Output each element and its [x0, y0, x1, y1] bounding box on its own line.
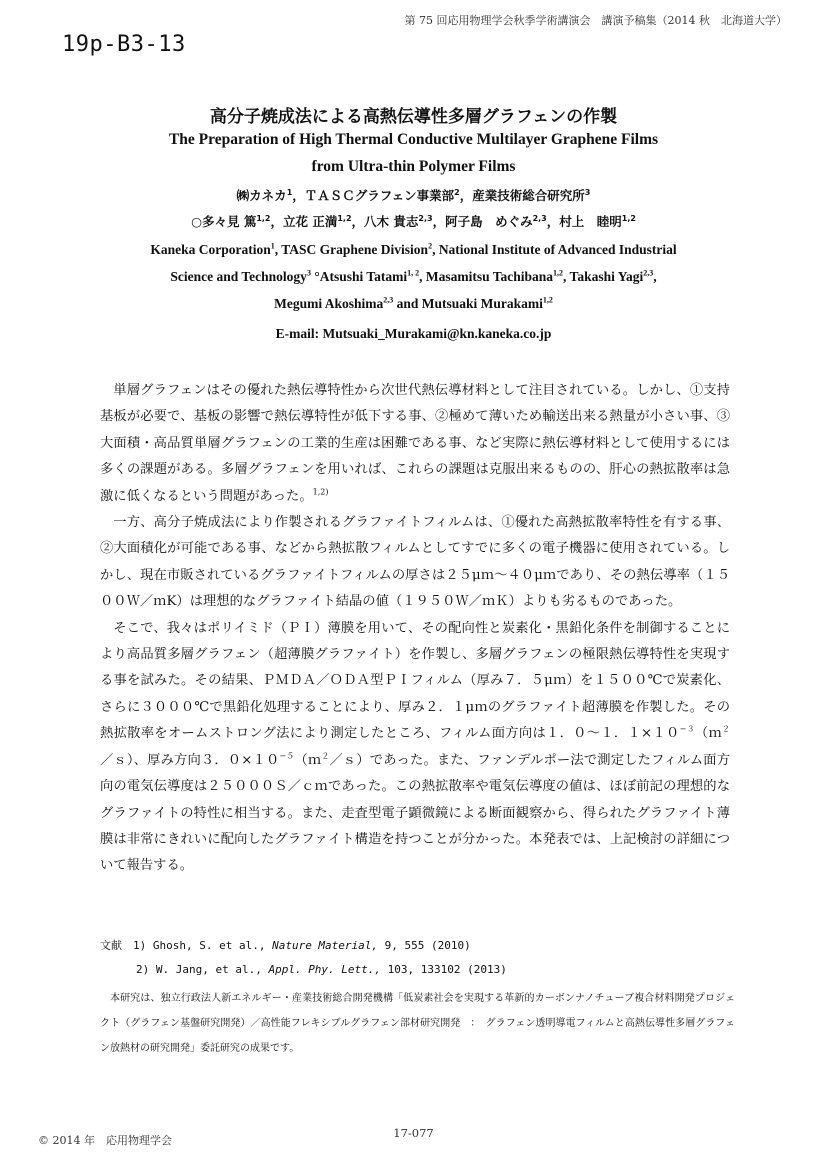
references — [100, 934, 740, 982]
author-ja-4: ，阿子島 めぐみ — [432, 214, 533, 229]
conference-header: 第 75 回応用物理学会秋季学術講演会 講演予稿集（2014 秋 北海道大学） — [404, 14, 787, 27]
affiliation-ja-1: ㈱カネカ — [236, 188, 287, 203]
author-ja-2-sup: 1,2 — [337, 213, 352, 223]
affiliation-ja-2: ，ＴＡＳＣグラフェン事業部 — [292, 188, 455, 203]
affil-en-l1b-sup: 2 — [428, 241, 433, 251]
p3-part-c: ／ｓ）、厚み方向３．０×１０ — [100, 752, 280, 768]
paragraph-2: 一方、高分子焼成法により作製されるグラファイトフィルムは、①優れた高熱拡散率特性を有する事、②大面積化が可能である事、などから熱拡散フィルムとしてすでに多くの電子機器に使用されている。しかし、現在市販されているグラファイトフィルムの厚さは２５μｍ～４０μｍであり、その熱伝導率（１５００Ｗ／ｍK）は理想的なグラファイト結晶の値（１９５０Ｗ／ｍＫ）よりも劣るものであった。 — [100, 515, 730, 610]
author-ja-1-sup: 1,2 — [256, 213, 271, 223]
p3-sup-3: −５ — [279, 751, 295, 761]
affiliation-english-line3 — [0, 296, 827, 312]
paragraph-1-cite: 1,2) — [312, 487, 329, 497]
affil-en-l1a-sup: 1 — [270, 241, 275, 251]
affil-en-l2b-sup: 1, 2 — [407, 268, 420, 278]
paragraph-1-text: 単層グラフェンはその優れた熱伝導特性から次世代熱伝導材料として注目されている。しかし、①支持基板が必要で、基板の影響で熱伝導特性が低下する事、②極めて薄いため輸送出来る熱量が小さい事、③大面積・高品質単層グラフェンの工業的生産は困難である事、など実際に熱伝導材料として使用するには多くの課題がある。多層グラフェンを用いれば、これらの課題は克服出来るものの、肝心の熱拡散率は急激に低くなるという問題があった。 — [100, 383, 730, 504]
p3-part-b: （ｍ — [694, 726, 723, 742]
affiliation-english-line2 — [0, 269, 827, 285]
email-address: E-mail: Mutsuaki_Murakami@kn.kaneka.co.jp — [275, 326, 552, 341]
p3-sup-1: −３ — [679, 724, 695, 734]
affil-en-l2e: , — [653, 269, 657, 284]
reference-1-authors: 1) Ghosh, S. et al., — [133, 939, 273, 952]
acknowledgment-text: 本研究は、独立行政法人新エネルギー・産業技術総合開発機構「低炭素社会を実現する革新的カーボンナノチューブ複合材料開発プロジェクト（グラフェン基盤研究開発）／高性能フレキシブルグラフェン部材研究開発 ： グラフェン透明導電フィルムと高熱伝導性多層グラフェン放熱材の研究開発」委託研究の成果です。 — [100, 993, 735, 1054]
p3-sup-4: ２ — [321, 751, 330, 761]
affil-en-l2c-sup: 1,2 — [553, 268, 564, 278]
reference-1-details: 9, 555 (2010) — [378, 939, 471, 952]
affiliation-japanese — [0, 186, 827, 204]
affil-en-l3a-sup: 2,3 — [383, 295, 394, 305]
references-label: 文献 — [100, 939, 122, 952]
title-english-line1: The Preparation of High Thermal Conductive Multilayer Graphene Films — [168, 131, 659, 148]
paragraph-1 — [100, 378, 730, 510]
author-ja-2: ，立花 正満 — [270, 214, 338, 229]
reference-1-journal: Nature Material, — [272, 939, 379, 952]
affiliation-ja-3: ，産業技術総合研究所 — [459, 188, 585, 203]
body-text — [100, 378, 730, 880]
affil-en-l2c: , Masamitsu Tachibana — [419, 269, 554, 284]
p3-part-d: （ｍ — [294, 752, 322, 768]
affil-en-l2d: , Takashi Yagi — [563, 269, 644, 284]
reference-2-authors: 2) W. Jang, et al., — [136, 963, 269, 976]
paragraph-3 — [100, 616, 730, 880]
p3-part-a: そこで、我々はポリイミド（ＰＩ）薄膜を用いて、その配向性と炭素化・黒鉛化条件を制御することにより高品質多層グラフェン（超薄膜グラファイト）を作製し、多層グラフェンの極限熱伝導特性を実現する事を試みた。その結果、ＰＭＤＡ／ＯＤＡ型ＰＩフィルム（厚み７．５μｍ）を１５００℃で炭素化、さらに３０００℃で黒鉛化処理することにより、厚み２．１μｍのグラファイト超薄膜を作製した。その熱拡散率をオームストロング法により測定したところ、フィルム面方向は１．０～１．１×１０ — [100, 620, 730, 742]
page-number: 17-077 — [393, 1126, 434, 1140]
affil-en-l1a: Kaneka Corporation — [150, 242, 271, 257]
author-ja-1: ○多々見 篤 — [191, 214, 257, 229]
affil-en-l1c: , National Institute of Advanced Industrial — [432, 242, 677, 257]
title-japanese: 高分子焼成法による高熱伝導性多層グラフェンの作製 — [209, 107, 618, 127]
p3-part-e: ／ｓ）であった。また、ファンデルポー法で測定したフィルム面方向の電気伝導度は２５０００Ｓ／ｃｍであった。この熱拡散率や電気伝導度の値は、ほぼ前記の理想的なグラファイトの特性に相当する。また、走査型電子顕微鏡による断面観察から、得られたグラファイト薄膜は非常にきれいに配向したグラファイト構造を持つことが分かった。本発表では、上記検討の詳細について報告する。 — [100, 752, 730, 874]
reference-2-details: 103, 133102 (2013) — [381, 963, 507, 976]
reference-2-journal: Appl. Phy. Lett., — [268, 963, 382, 976]
affil-en-l3b-sup: 1,2 — [542, 295, 553, 305]
affil-en-l2a: Science and Technology — [170, 269, 307, 284]
affil-en-l1b: , TASC Graphene Division — [274, 242, 429, 257]
affil-en-l2d-sup: 2,3 — [643, 268, 654, 278]
affil-en-l3a: Megumi Akoshima — [274, 296, 384, 311]
author-ja-4-sup: 2,3 — [532, 213, 547, 223]
authors-japanese — [0, 212, 827, 230]
acknowledgment — [100, 986, 735, 1061]
copyright-notice: © 2014 年 応用物理学会 — [38, 1134, 172, 1147]
affiliation-ja-3-sup: 3 — [584, 187, 591, 197]
affiliation-english-line1 — [0, 242, 827, 258]
author-ja-3: ，八木 貴志 — [351, 214, 419, 229]
author-ja-5-sup: 1,2 — [621, 213, 636, 223]
affiliation-ja-2-sup: 2 — [454, 187, 460, 197]
affil-en-l3b: and Mutsuaki Murakami — [393, 296, 543, 311]
reference-1 — [100, 934, 740, 958]
reference-2 — [100, 958, 740, 982]
author-ja-3-sup: 2,3 — [418, 213, 433, 223]
paper-id: 19p-B3-13 — [62, 32, 186, 57]
author-ja-5: ，村上 睦明 — [546, 214, 622, 229]
affil-en-l2b: °Atsushi Tatami — [310, 269, 408, 284]
p3-sup-2: ２ — [722, 724, 731, 734]
affil-en-l2a-sup: 3 — [306, 268, 311, 278]
title-english-line2: from Ultra-thin Polymer Films — [311, 158, 516, 175]
affiliation-ja-1-sup: 1 — [286, 187, 293, 197]
